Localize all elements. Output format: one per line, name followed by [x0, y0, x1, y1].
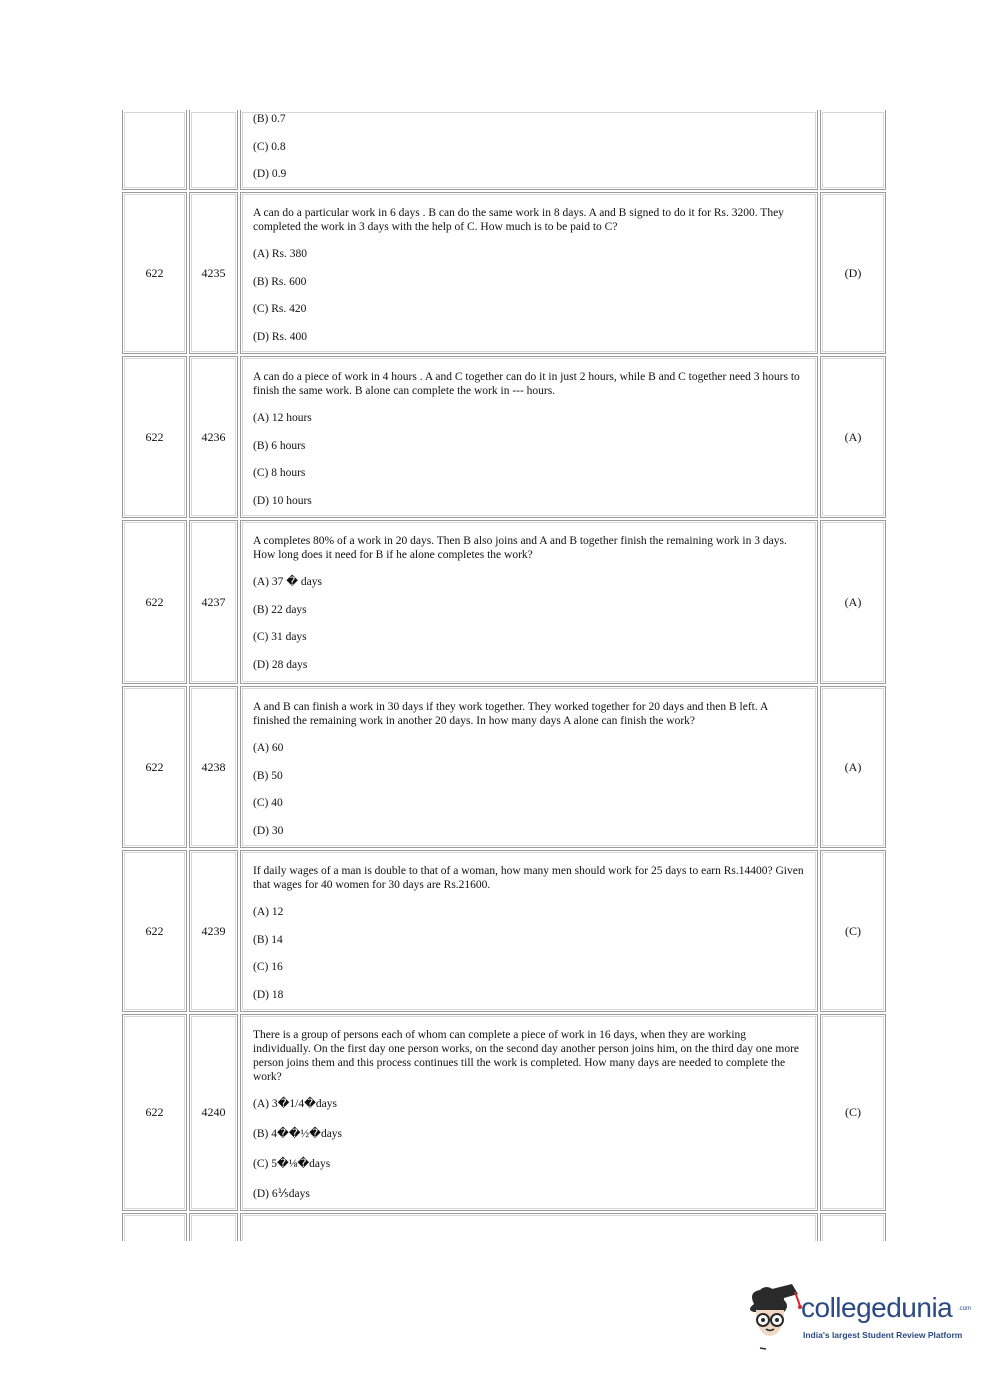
logo-wordmark: collegedunia — [801, 1292, 953, 1323]
option-text: (B) 14 — [253, 933, 283, 946]
question-cell — [240, 1014, 818, 1211]
option-text: (D) 10 hours — [253, 494, 312, 507]
option-text: (A) 3�1/4�days — [253, 1098, 337, 1110]
option-text: (B) Rs. 600 — [253, 275, 307, 288]
question-cell — [240, 110, 818, 190]
option-text: (A) 12 — [253, 906, 284, 918]
option-text: (D) 0.9 — [253, 168, 287, 180]
serial-cell: 622 — [122, 192, 187, 354]
logo-tagline: India's largest Student Review Platform — [803, 1330, 963, 1340]
serial-cell: 622 — [122, 1014, 187, 1211]
answer-cell: (D) — [820, 192, 886, 354]
question-id-cell: 4239 — [189, 850, 238, 1012]
question-id-cell — [189, 110, 238, 190]
logo-suffix: .com — [958, 1306, 972, 1312]
option-text: (C) 5�⅛�days — [253, 1158, 331, 1170]
option-text: (C) 31 days — [253, 631, 307, 643]
option-text: (C) 8 hours — [253, 467, 306, 479]
serial-cell: 622 — [122, 356, 187, 518]
option-text: (B) 4��½�days — [253, 1128, 343, 1140]
question-cell — [240, 356, 818, 518]
mascot-icon — [740, 1282, 804, 1350]
option-text: (B) 6 hours — [253, 439, 306, 452]
table-row — [122, 520, 886, 686]
answer-cell: (A) — [820, 520, 886, 684]
answer-cell: (C) — [820, 850, 886, 1012]
question-text: A can do a particular work in 6 days . B can do the same work in 8 days. A and B signed to do it for Rs. 3200. They completed the work in 3 days with the help of C. How much is to be paid to C? — [253, 207, 784, 233]
serial-cell: 622 — [122, 686, 187, 848]
serial-cell: 622 — [122, 850, 187, 1012]
question-cell — [240, 686, 818, 848]
question-id-cell: 4240 — [189, 1014, 238, 1211]
question-text: There is a group of persons each of whom can complete a piece of work in 16 days, when they are working individually. On the first day one person works, on the second day another person joins him, on the third day one more person joins them and this process continues till the work is completed. How many days are needed to complete the work? — [253, 1029, 800, 1083]
question-cell — [240, 520, 818, 684]
questions-table — [122, 110, 886, 1241]
option-text: (B) 50 — [253, 769, 283, 782]
question-id-cell: 4237 — [189, 520, 238, 684]
option-text: (A) 37 � days — [253, 576, 322, 588]
question-text: A can do a piece of work in 4 hours . A and C together can do it in just 2 hours, while B and C together need 3 hours to finish the same work. B alone can complete the work in --- hours. — [253, 371, 800, 397]
question-id-cell: 4235 — [189, 192, 238, 354]
option-text: (D) 6⅕days — [253, 1188, 310, 1200]
option-text: (C) 0.8 — [253, 140, 286, 153]
option-text: (B) 22 days — [253, 603, 307, 616]
table-row — [122, 1213, 886, 1241]
question-text: A and B can finish a work in 30 days if they work together. They worked together for 20 days and then B left. A finished the remaining work in another 20 days. In how many days A alone can finish the work? — [253, 701, 768, 727]
question-text: A completes 80% of a work in 20 days. Then B also joins and A and B together finish the remaining work in 3 days. How long does it need for B if he alone completes the work? — [253, 535, 787, 561]
question-cell — [240, 850, 818, 1012]
table-row — [122, 356, 886, 520]
serial-cell — [122, 110, 187, 190]
question-id-cell: 4238 — [189, 686, 238, 848]
answer-cell: (C) — [820, 1014, 886, 1211]
question-id-cell — [189, 1213, 238, 1241]
serial-cell: 622 — [122, 520, 187, 684]
collegedunia-logo — [740, 1282, 972, 1354]
question-id-cell: 4236 — [189, 356, 238, 518]
table-row — [122, 110, 886, 192]
option-text: (C) 16 — [253, 961, 283, 973]
option-text: (A) 12 hours — [253, 412, 312, 424]
option-text: (D) 30 — [253, 824, 284, 837]
option-text: (C) 40 — [253, 797, 283, 809]
question-cell — [240, 192, 818, 354]
question-cell — [240, 1213, 818, 1241]
answer-cell — [820, 110, 886, 190]
table-row — [122, 1014, 886, 1213]
table-row — [122, 192, 886, 356]
option-text: (B) 0.7 — [253, 113, 286, 125]
option-text: (A) Rs. 380 — [253, 248, 307, 260]
table-row — [122, 850, 886, 1014]
table-row — [122, 686, 886, 850]
option-text: (C) Rs. 420 — [253, 303, 307, 315]
answer-cell: (A) — [820, 356, 886, 518]
option-text: (D) 28 days — [253, 658, 308, 671]
answer-cell — [820, 1213, 886, 1241]
question-text: If daily wages of a man is double to that of a woman, how many men should work for 25 days to earn Rs.14400? Given that wages for 40 women for 30 days are Rs.21600. — [253, 865, 804, 891]
serial-cell — [122, 1213, 187, 1241]
option-text: (A) 60 — [253, 742, 284, 754]
option-text: (D) Rs. 400 — [253, 330, 307, 343]
answer-cell: (A) — [820, 686, 886, 848]
option-text: (D) 18 — [253, 988, 284, 1001]
